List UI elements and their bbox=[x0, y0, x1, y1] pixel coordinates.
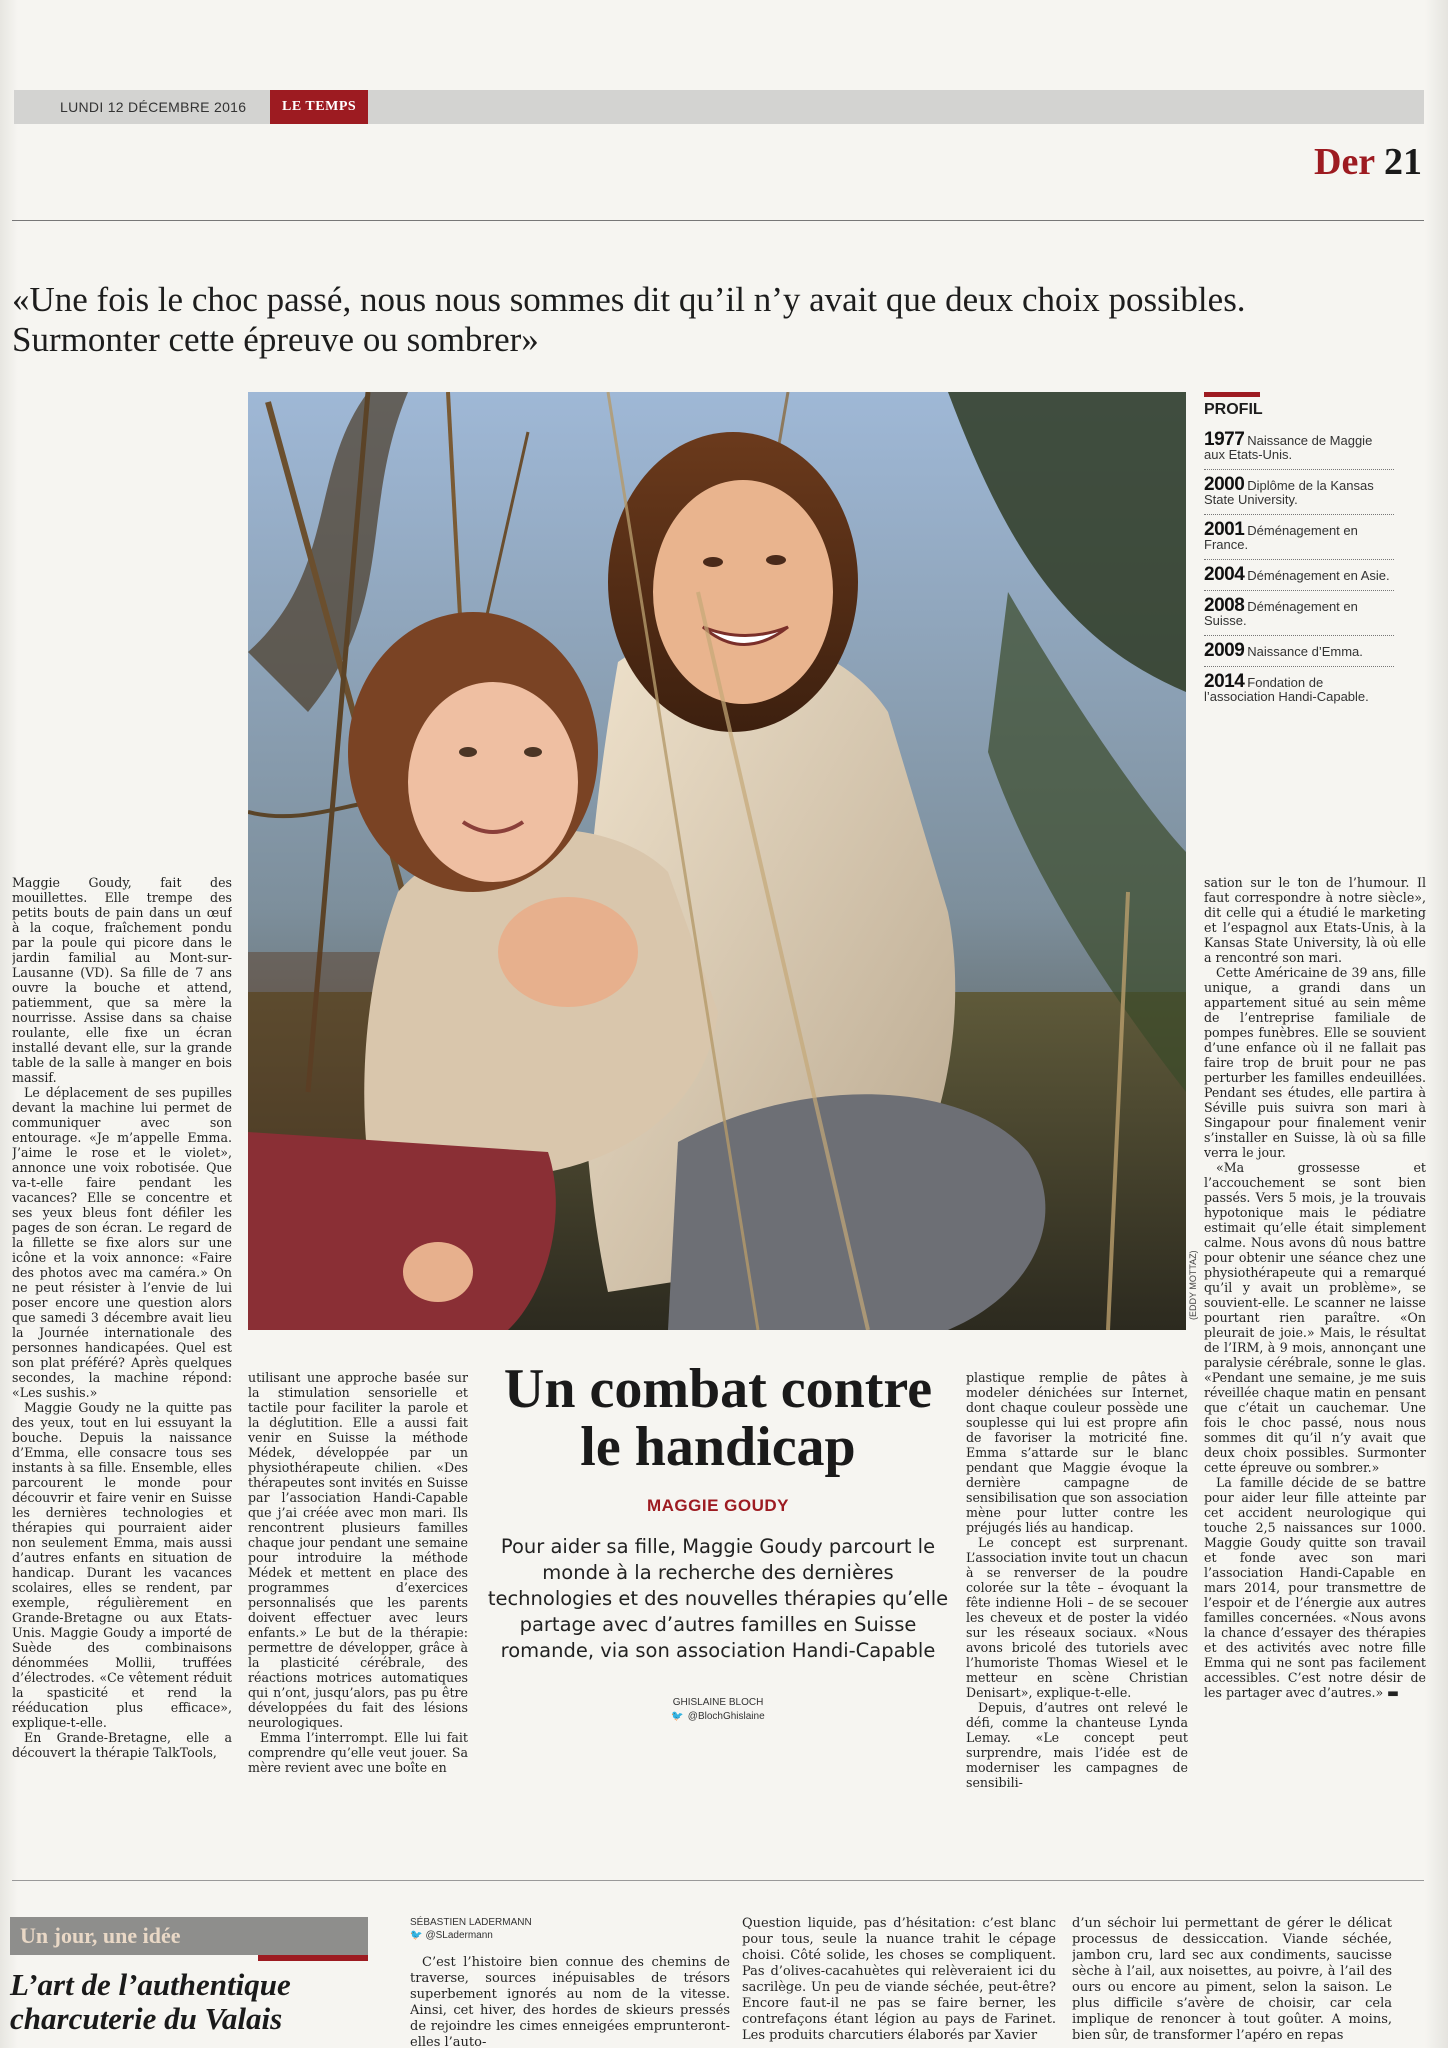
teaser-column-1 bbox=[410, 1955, 730, 2048]
article-paragraph: plastique remplie de pâtes à modeler dénichées sur Internet, dont chaque couleur possède une souplesse qui lui est propre afin de favoriser la motricité fine. Emma s’attarde sur le blanc pendant que Maggie évoque la dernière campagne de sensibilisation que son association mène pour lutter contre les préjugés liés au handicap. bbox=[966, 1370, 1188, 1535]
teaser-column-3 bbox=[1072, 1916, 1392, 2048]
profile-entry bbox=[1204, 591, 1394, 636]
byline-twitter: @SLadermann bbox=[425, 1930, 493, 1941]
article-paragraph: Emma l’interrompt. Elle lui fait comprendre qu’elle veut jouer. Sa mère revient avec une boîte en bbox=[248, 1730, 468, 1775]
profile-year: 2009 bbox=[1204, 640, 1245, 661]
article-column-3 bbox=[966, 1370, 1188, 1835]
profile-text: Naissance d’Emma. bbox=[1247, 644, 1363, 659]
article-paragraph: Cette Américaine de 39 ans, fille unique, a grandi dans un appartement situé au sein même de l’entreprise familiale de pompes funèbres. Elle se souvient d’une enfance où il ne fallait pas faire trop de bruit pour ne pas perturber les familles endeuillées. Pendant ses études, elle partira à Séville puis suivra son mari à Singapour pour finalement venir s’installer en Suisse, là où sa fille verra le jour. bbox=[1204, 965, 1426, 1160]
rubric-accent bbox=[258, 1955, 368, 1961]
profile-year: 1977 bbox=[1204, 429, 1245, 450]
article-paragraph: La famille décide de se battre pour aider leur fille atteinte par cet accident neurologique qui touche 2,5 naissances sur 1000. Maggie Goudy quitte son travail et fonde avec son mari l’association Handi-Capable en mars 2014, pour transmettre de l’espoir et de l’énergie aux autres familles concernées. «Nous avons la chance d’essayer des thérapies et des activités avec notre fille Emma qui ne sont pas facilement accessibles. C’est notre désir de les partager avec d’autres.» ▬ bbox=[1204, 1475, 1426, 1700]
brand-logo: LE TEMPS bbox=[270, 90, 368, 124]
teaser-paragraph: Question liquide, pas d’hésitation: c’est blanc pour tous, seule la nuance trahit le cépage choisi. Côté solide, les choses se compliquent. Pas d’olives-cacahuètes qui relèveraient ici du sacrilège. Un peu de viande séchée, peut-être? Encore faut-il ne pas se faire berner, les contrefaçons étant légion au pays de Farinet. Les produits charcutiers élaborés par Xavier bbox=[742, 1916, 1056, 2043]
profile-text: Déménagement en Suisse. bbox=[1204, 599, 1358, 628]
twitter-bird-icon: 🐦 bbox=[410, 1930, 423, 1941]
pull-quote: «Une fois le choc passé, nous nous sommes dit qu’il n’y avait que deux choix possibles. Surmonter cette épreuve ou sombrer» bbox=[12, 280, 1246, 359]
profile-entry bbox=[1204, 560, 1394, 591]
teaser-paragraph: C’est l’histoire bien connue des chemins de traverse, sources inépuisables de trésors superbement ignorés au nom de la vitesse. Ainsi, cet hiver, des hordes de skieurs pressés de rejoindre les cimes enneigées emprunteront-elles l’auto- bbox=[410, 1955, 730, 2048]
article-column-4 bbox=[1204, 875, 1426, 1835]
header-date: LUNDI 12 DÉCEMBRE 2016 bbox=[60, 99, 247, 115]
profile-year: 2001 bbox=[1204, 519, 1245, 540]
profile-year: 2014 bbox=[1204, 671, 1245, 692]
profile-text: Naissance de Maggie aux Etats-Unis. bbox=[1204, 433, 1373, 462]
profile-text: Déménagement en France. bbox=[1204, 523, 1358, 552]
profile-entry bbox=[1204, 636, 1394, 667]
section-name: Der bbox=[1314, 141, 1375, 183]
teaser-byline bbox=[410, 1916, 532, 1942]
profile-year: 2000 bbox=[1204, 474, 1245, 495]
article-headline: Un combat contre le handicap bbox=[503, 1358, 933, 1478]
article-column-2 bbox=[248, 1370, 468, 1835]
article-paragraph: sation sur le ton de l’humour. Il faut correspondre à notre siècle», dit celle qui a étudié le marketing et l’espagnol aux Etats-Unis, à la Kansas State University, là où elle a rencontré son mari. bbox=[1204, 875, 1426, 965]
profile-box bbox=[1204, 392, 1394, 711]
article-paragraph: Le déplacement de ses pupilles devant la machine lui permet de communiquer avec son entourage. «Je m’appelle Emma. J’aime le rose et le violet», annonce une voix robotisée. Que va-t-elle faire pendant les vacances? Elle se concentre et ses yeux bleus font défiler les pages de son écran. Le regard de la fillette se fixe alors sur une icône et la voix annonce: «Faire des photos avec ma caméra.» On ne peut résister à l’envie de lui poser encore une question alors que samedi 3 décembre avait lieu la Journée internationale des personnes handicapées. Quel est son plat préféré? Après quelques secondes, la machine répond: «Les sushis.» bbox=[12, 1085, 232, 1400]
profile-text: Diplôme de la Kansas State University. bbox=[1204, 478, 1374, 507]
byline-twitter: @BlochGhislaine bbox=[687, 1711, 765, 1722]
profile-text: Déménagement en Asie. bbox=[1247, 568, 1390, 583]
article-subject: MAGGIE GOUDY bbox=[646, 1496, 789, 1515]
headline-block bbox=[478, 1360, 958, 1724]
article-standfirst: Pour aider sa fille, Maggie Goudy parcourt le monde à la recherche des dernières technologies et des nouvelles thérapies qu’elle partage avec d’autres familles en Suisse romande, via son association Handi-Capable bbox=[487, 1535, 949, 1662]
profile-year: 2008 bbox=[1204, 595, 1245, 616]
profile-entry bbox=[1204, 667, 1394, 711]
teaser-title: L’art de l’authentique charcuterie du Valais bbox=[10, 1967, 291, 2036]
bottom-divider bbox=[12, 1880, 1424, 1881]
article-paragraph: En Grande-Bretagne, elle a découvert la thérapie TalkTools, bbox=[12, 1730, 232, 1760]
byline-twitter-row bbox=[478, 1710, 958, 1724]
byline-twitter-row bbox=[410, 1929, 532, 1942]
byline-name: GHISLAINE BLOCH bbox=[672, 1697, 764, 1708]
article-photo bbox=[248, 392, 1186, 1330]
photo-credit: (EDDY MOTTAZ) bbox=[1188, 1250, 1198, 1320]
byline-name: SÉBASTIEN LADERMANN bbox=[410, 1917, 532, 1928]
section-label bbox=[1314, 140, 1422, 184]
page-number: 21 bbox=[1384, 141, 1422, 183]
profile-title: PROFIL bbox=[1204, 401, 1263, 418]
article-paragraph: utilisant une approche basée sur la stimulation sensorielle et tactile pour faciliter la parole et la déglutition. Elle a aussi fait venir en Suisse la méthode Médek, développée par un physiothérapeute chilien. «Des thérapeutes sont invités en Suisse par l’association Handi-Capable que j’ai créée avec mon mari. Ils rencontrent plusieurs familles chaque jour pendant une semaine pour introduire la méthode Médek et mettent en place des programmes d’exercices personnalisés que les parents doivent effectuer avec leurs enfants.» Le but de la thérapie: permettre de développer, grâce à la plasticité cérébrale, des réactions motrices automatiques qui n’ont, jusqu’alors, pas pu être développées du fait des lésions neurologiques. bbox=[248, 1370, 468, 1730]
article-paragraph: Depuis, d’autres ont relevé le défi, comme la chanteuse Lynda Lemay. «Le concept peut surprendre, mais l’idée est de moderniser les campagnes de sensibili- bbox=[966, 1700, 1188, 1790]
article-paragraph: Le concept est surprenant. L’association invite tout un chacun à se renverser de la poudre colorée sur la tête – évoquant la fête indienne Holi – de se secouer les cheveux et de poster la vidéo sur les réseaux sociaux. «Nous avons bricolé des tutoriels avec l’humoriste Thomas Wiesel et le metteur en scène Christian Denisart», explique-t-elle. bbox=[966, 1535, 1188, 1700]
photo-illustration bbox=[248, 392, 1186, 1330]
profile-text: Fondation de l’association Handi-Capable. bbox=[1204, 675, 1369, 704]
profile-entry bbox=[1204, 425, 1394, 470]
rubric-tag: Un jour, une idée bbox=[10, 1917, 368, 1955]
teaser-column-2 bbox=[742, 1916, 1056, 2048]
article-byline bbox=[478, 1696, 958, 1724]
profile-accent-bar bbox=[1204, 392, 1260, 397]
top-divider bbox=[12, 220, 1424, 221]
twitter-bird-icon: 🐦 bbox=[671, 1711, 684, 1722]
article-paragraph: «Ma grossesse et l’accouchement se sont bien passés. Vers 5 mois, je la trouvais hypotonique mais le pédiatre estimait qu’elle était simplement calme. Nous avons dû nous battre pour obtenir une séance chez une physiothérapeute qui a remarqué qu’il y avait un problème», se souvient-elle. Le scanner ne laisse pourtant rien paraître. «On pleurait de joie.» Mais, le résultat de l’IRM, à 9 mois, annonçant une paralysie cérébrale, sonne le glas. «Pendant une semaine, je me suis réveillée chaque matin en pensant que c’était un cauchemar. Une fois le choc passé, nous nous sommes dit qu’il n’y avait que deux choix possibles. Surmonter cette épreuve ou sombrer.» bbox=[1204, 1160, 1426, 1475]
profile-entry bbox=[1204, 470, 1394, 515]
article-column-1 bbox=[12, 875, 232, 1835]
article-paragraph: Maggie Goudy ne la quitte pas des yeux, tout en lui essuyant la bouche. Depuis la naissance d’Emma, elle consacre tous ses instants à sa fille. Ensemble, elles parcourent le monde pour découvrir et faire venir en Suisse les dernières technologies et thérapies qui pourraient aider non seulement Emma, mais aussi d’autres enfants en situation de handicap. Durant les vacances scolaires, elles se rendent, par exemple, régulièrement en Grande-Bretagne ou aux Etats-Unis. Maggie Goudy a importé de Suède des combinaisons dénommées Mollii, truffées d’électrodes. «Ce vêtement réduit la spasticité et rend la rééducation plus efficace», explique-t-elle. bbox=[12, 1400, 232, 1730]
article-paragraph: Maggie Goudy, fait des mouillettes. Elle trempe des petits bouts de pain dans un œuf à la coque, fraîchement pondu par la poule qui picore dans le jardin familial au Mont-sur-Lausanne (VD). Sa fille de 7 ans ouvre la bouche et attend, patiemment, que sa mère la nourrisse. Assise dans sa chaise roulante, elle fixe un écran installé devant elle, sur la grande table de la salle à manger en bois massif. bbox=[12, 875, 232, 1085]
teaser-paragraph: d’un séchoir lui permettant de gérer le délicat processus de dessiccation. Viande séchée, jambon cru, lard sec aux condiments, saucisse sèche à l’ail, aux noisettes, au poivre, à l’ail des ours ou encore au piment, selon la saison. Le plus difficile s’avère de choisir, car cela implique de renoncer à tout goûter. A moins, bien sûr, de transformer l’apéro en repas bbox=[1072, 1916, 1392, 2043]
profile-year: 2004 bbox=[1204, 564, 1245, 585]
profile-entry bbox=[1204, 515, 1394, 560]
